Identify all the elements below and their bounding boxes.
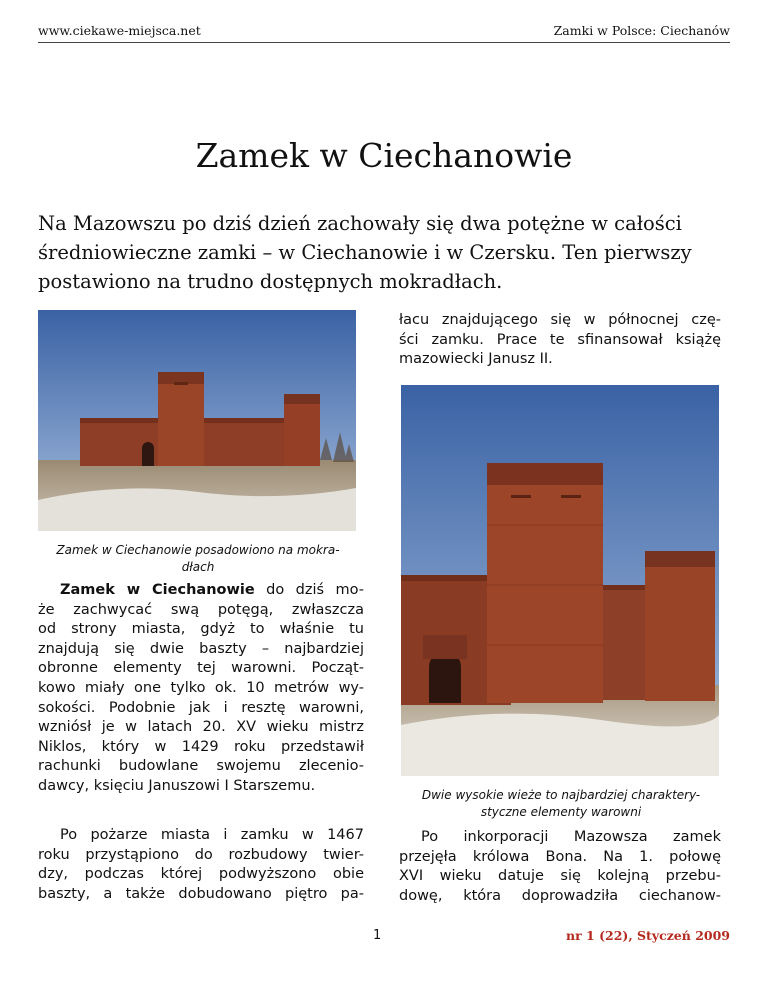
paragraph-fragment: do dziś mo- bbox=[254, 582, 364, 598]
paragraph-line: rachunki budowlane swojemu zlecenio- bbox=[38, 758, 364, 775]
castle-photo-wide bbox=[38, 310, 356, 531]
paragraph-line: ści zamku. Prace te sfinansował książę bbox=[399, 331, 721, 348]
paragraph-line: łacu znajdującego się w północnej czę- bbox=[399, 312, 721, 328]
caption-line: Dwie wysokie wieże to najbardziej charaktery- bbox=[421, 788, 701, 802]
paragraph-line: wzniósł je w latach 20. XV wieku mistrz bbox=[38, 719, 364, 736]
castle-photo-towers bbox=[401, 385, 719, 776]
paragraph-line: kowo miały one tylko ok. 10 metrów wy- bbox=[38, 679, 364, 696]
paragraph-line: sokości. Podobnie jak i resztę warowni, bbox=[38, 699, 364, 716]
article-title: Zamek w Ciechanowie bbox=[195, 136, 573, 175]
paragraph-line: dowę, która doprowadziła ciechanow- bbox=[399, 887, 721, 904]
paragraph-line: baszty, a także dobudowano piętro pa- bbox=[38, 885, 364, 902]
paragraph-line: Po inkorporacji Mazowsza zamek bbox=[421, 829, 721, 845]
issue-info: nr 1 (22), Styczeń 2009 bbox=[566, 928, 730, 943]
lead-line: Na Mazowszu po dziś dzień zachowały się dwa potężne w całości bbox=[38, 212, 682, 235]
paragraph-2 bbox=[38, 826, 364, 904]
paragraph-3 bbox=[399, 828, 721, 906]
article-lead bbox=[38, 209, 738, 296]
paragraph-line: obronne elementy tej warowni. Począt- bbox=[38, 660, 364, 677]
paragraph-2-continued bbox=[399, 311, 721, 370]
paragraph-line: dawcy, księciu Januszowi I Starszemu. bbox=[38, 777, 316, 794]
section-title: Zamki w Polsce: Ciechanów bbox=[553, 23, 730, 38]
paragraph-line: od strony miasta, gdyż to właśnie tu bbox=[38, 621, 364, 638]
paragraph-line: znajdują się dwie baszty – najbardziej bbox=[38, 640, 364, 657]
paragraph-line: dzy, podczas której podwyższono obie bbox=[38, 866, 364, 883]
paragraph-line bbox=[38, 581, 364, 601]
paragraph-line: Niklos, który w 1429 roku przedstawił bbox=[38, 738, 364, 755]
site-url: www.ciekawe-miejsca.net bbox=[38, 23, 201, 38]
paragraph-line: przejęła królowa Bona. Na 1. połowę bbox=[399, 848, 721, 865]
bold-lead: Zamek w Ciechanowie bbox=[60, 582, 255, 598]
lead-line: średniowieczne zamki – w Ciechanowie i w Czersku. Ten pierwszy bbox=[38, 241, 692, 264]
caption-line: dłach bbox=[181, 560, 215, 574]
paragraph-line: mazowiecki Janusz II. bbox=[399, 351, 553, 368]
paragraph-line: że zachwycać swą potęgą, zwłaszcza bbox=[38, 601, 364, 618]
paragraph-line: roku przystąpiono do rozbudowy twier- bbox=[38, 846, 364, 863]
paragraph-line: Po pożarze miasta i zamku w 1467 bbox=[60, 827, 364, 843]
photo1-caption bbox=[36, 542, 360, 576]
paragraph-line: XVI wieku datuje się kolejną przebu- bbox=[399, 868, 721, 885]
photo2-caption bbox=[398, 787, 724, 821]
page-number: 1 bbox=[373, 928, 382, 943]
running-header bbox=[38, 20, 730, 43]
caption-line: Zamek w Ciechanowie posadowiono na mokra- bbox=[56, 543, 340, 557]
caption-line: styczne elementy warowni bbox=[480, 805, 642, 819]
lead-line: postawiono na trudno dostępnych mokradłach. bbox=[38, 270, 503, 293]
paragraph-1 bbox=[38, 581, 364, 797]
